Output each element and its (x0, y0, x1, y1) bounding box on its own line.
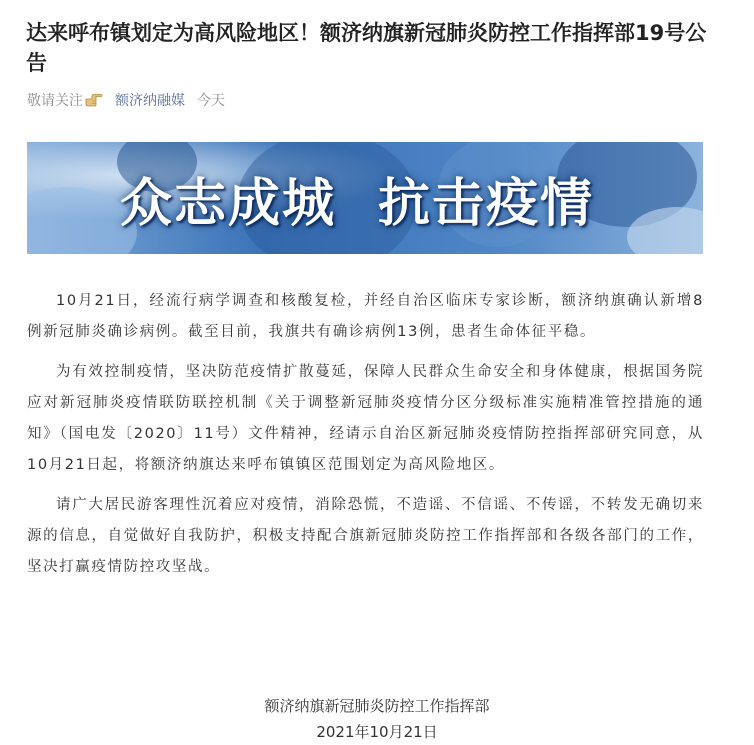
pointing-hand-icon (85, 93, 103, 107)
body-paragraph: 请广大居民游客理性沉着应对疫情，消除恐慌，不造谣、不信谣、不传谣，不转发无确切来源的信息，自觉做好自我防护，积极支持配合旗新冠肺炎防控工作指挥部和各级各部门的工作，坚决打赢疫情防控攻坚战。 (27, 497, 704, 575)
publish-time: 今天 (197, 93, 225, 109)
banner-slogan (27, 142, 695, 254)
signature-date: 2021年10月21日 (316, 723, 438, 741)
article-body (27, 286, 704, 592)
article-meta (27, 90, 225, 110)
signature-block (0, 693, 754, 745)
body-paragraph: 为有效控制疫情，坚决防范疫情扩散蔓延，保障人民群众生命安全和身体健康，根据国务院应对新冠肺炎疫情联防联控机制《关于调整新冠肺炎疫情分区分级标准实施精准管控措施的通知》（国电发〔2020〕11号）文件精神，经请示自治区新冠肺炎疫情防控指挥部研究同意，从10月21日起，将额济纳旗达来呼布镇镇区范围划定为高风险地区。 (27, 364, 704, 473)
banner-slogan-left: 众志成城 (119, 173, 336, 234)
follow-text: 敬请关注 (27, 93, 83, 109)
banner-image (27, 142, 703, 254)
account-name-link[interactable]: 额济纳融媒 (115, 93, 185, 109)
signature-org: 额济纳旗新冠肺炎防控工作指挥部 (264, 697, 490, 715)
body-paragraph: 10月21日，经流行病学调查和核酸复检，并经自治区临床专家诊断，额济纳旗确认新增8例新冠肺炎确诊病例。截至目前，我旗共有确诊病例13例，患者生命体征平稳。 (27, 293, 704, 340)
banner-slogan-right: 抗击疫情 (378, 173, 595, 234)
follow-prompt[interactable] (27, 90, 115, 110)
article-title: 达来呼布镇划定为高风险地区！额济纳旗新冠肺炎防控工作指挥部19号公告 (26, 21, 707, 75)
